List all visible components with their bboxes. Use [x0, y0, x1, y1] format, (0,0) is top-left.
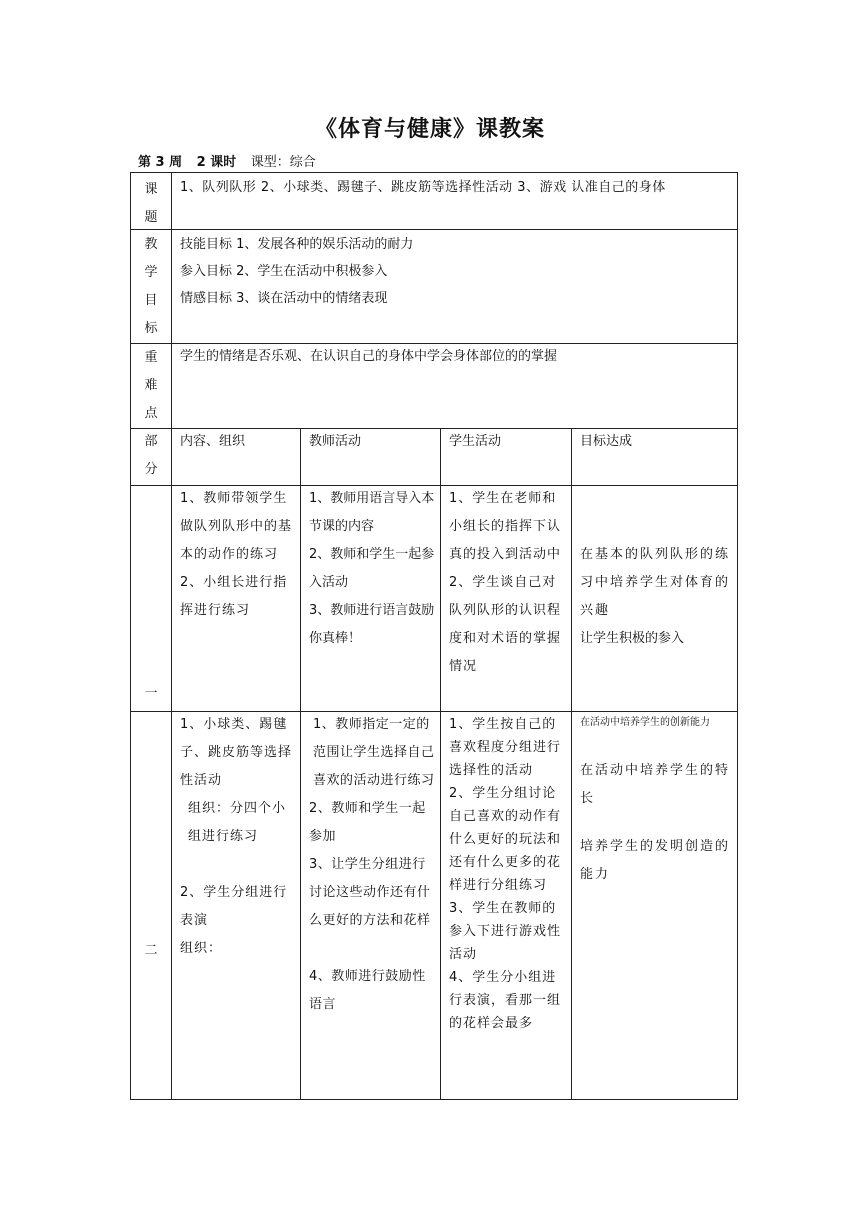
- period-label: 2 课时: [196, 155, 237, 170]
- goal-emotion: 情感目标 3、谈在活动中的情绪表现: [180, 291, 388, 306]
- part-two-content: 1、小球类、踢毽子、跳皮筋等选择性活动 组织：分四个小组进行练习 2、学生分组进行表演 组织：: [180, 717, 293, 956]
- topic-text: 1、队列队形 2、小球类、踢毽子、跳皮筋等选择性活动 3、游戏 认准自己的身体: [180, 180, 666, 195]
- lesson-meta: [138, 151, 326, 170]
- key-text: 学生的情绪是否乐观、在认识自己的身体中学会身体部位的的掌握: [180, 349, 558, 364]
- lesson-type: 课型：综合: [250, 155, 316, 170]
- goal-skill: 技能目标 1、发展各种的娱乐活动的耐力: [180, 237, 414, 252]
- part-label: 部 分: [144, 434, 158, 477]
- part-one-label: 一: [144, 686, 158, 701]
- key-label: 重 难 点: [144, 350, 158, 421]
- page-title: 《体育与健康》课教案: [314, 117, 545, 142]
- part-two-label: 二: [144, 943, 158, 958]
- goals-label: 教 学 目 标: [144, 237, 158, 336]
- part-two-goal: 在活动中培养学生的特长 培养学生的发明创造的能力: [580, 763, 731, 882]
- col-teacher: 教师活动: [309, 434, 362, 449]
- part-two-student: 1、学生按自己的喜欢程度分组进行选择性的活动 2、学生分组讨论自己喜欢的动作有什么更好的玩法和还有什么更多的花样进行分组练习 3、学生在教师的参入下进行游戏性活动 4、学生分小组进行表演，看那一组的花样会最多: [449, 717, 562, 1031]
- part-one-student: 1、学生在老师和小组长的指挥下认真的投入到活动中 2、学生谈自己对队列队形的认识程度和对术语的掌握情况: [449, 491, 562, 674]
- part-one-teacher: 1、教师用语言导入本节课的内容 2、教师和学生一起参入活动 3、教师进行语言鼓励 你真棒！: [309, 491, 435, 646]
- col-student: 学生活动: [449, 434, 502, 449]
- col-goal: 目标达成: [580, 434, 633, 449]
- topic-label: 课 题: [144, 182, 158, 225]
- part-one-goal: 在基本的队列队形的练习中培养学生对体育的兴趣 让学生积极的参入: [580, 547, 731, 646]
- part-two-goal-small: 在活动中培养学生的创新能力: [580, 717, 710, 728]
- week-label: 第 3 周: [138, 155, 183, 170]
- part-two-teacher: 1、教师指定一定的范围让学生选择自己喜欢的活动进行练习 2、教师和学生一起参加 3、让学生分组进行讨论这些动作还有什么更好的方法和花样 4、教师进行鼓励性语言: [309, 717, 435, 1012]
- part-one-content: 1、教师带领学生做队列队形中的基本的动作的练习 2、小组长进行指挥进行练习: [180, 491, 293, 618]
- col-content: 内容、组织: [180, 434, 246, 449]
- goal-participation: 参入目标 2、学生在活动中积极参入: [180, 264, 388, 279]
